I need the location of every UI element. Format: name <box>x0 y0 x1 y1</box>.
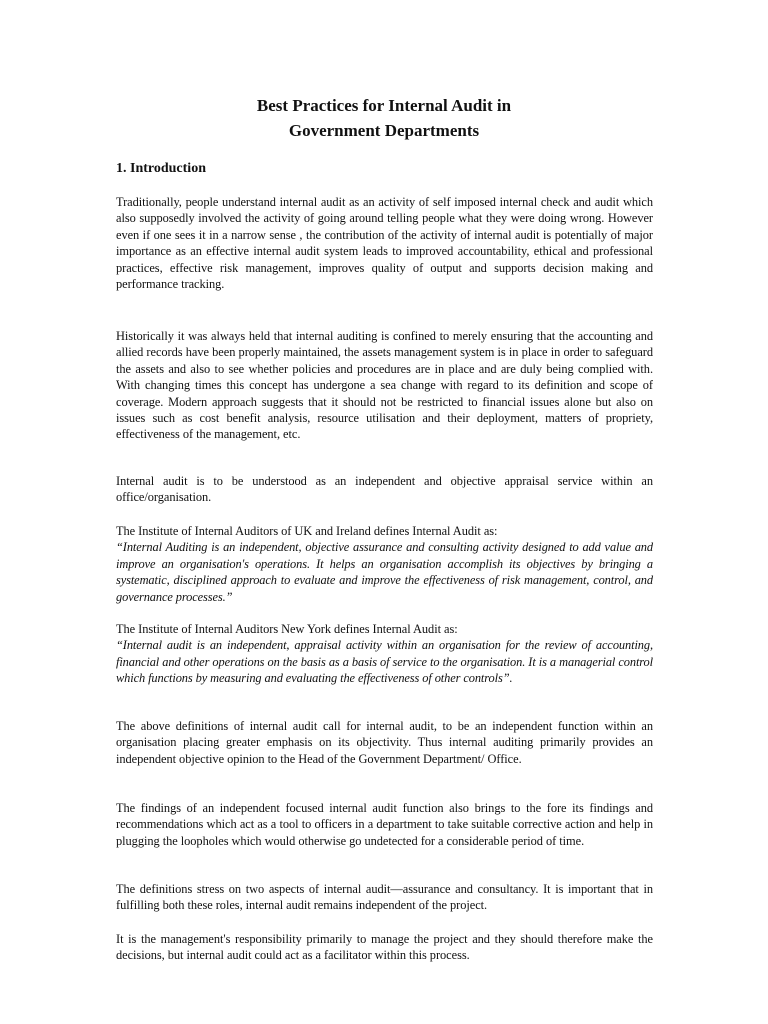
section-heading: 1. Introduction <box>116 161 206 176</box>
document-title-line-2: Government Departments <box>288 121 480 140</box>
paragraph-2: Historically it was always held that internal auditing is confined to merely ensuring that the accounting and allied records have been properly maintained, the assets management system is in place in order to safeguard the assets and also to see whether policies and procedures are in place and are duly being complied with. With changing times this concept has undergone a sea change with regard to its definition and scope of coverage. Modern approach suggests that it should not be restricted to financial issues alone but also on issues such as cost benefit analysis, resource utilisation and their deployment, matters of propriety, effectiveness of the management, etc. <box>116 329 653 442</box>
paragraph-8: The definitions stress on two aspects of internal audit—assurance and consultancy. It is important that in fulfilling both these roles, internal audit remains independent of the project. <box>116 882 653 913</box>
paragraph-6: The above definitions of internal audit call for internal audit, to be an independent function within an organisation placing greater emphasis on its objectivity. Thus internal auditing primarily provides an independent objective opinion to the Head of the Government Department/ Office. <box>116 719 653 766</box>
paragraph-5 <box>116 621 653 687</box>
definition-intro-uk: The Institute of Internal Auditors of UK and Ireland defines Internal Audit as: <box>116 524 498 538</box>
paragraph-1: Traditionally, people understand internal audit as an activity of self imposed internal check and audit which also supposedly involved the activity of going around telling people what they were doing wrong. However even if one sees it in a narrow sense , the contribution of the activity of internal audit is potentially of major importance as an effective internal audit system leads to improved accountability, ethical and professional practices, effective risk management, improves quality of output and supports decision making and performance tracking. <box>116 195 653 292</box>
paragraph-9: It is the management's responsibility primarily to manage the project and they should therefore make the decisions, but internal audit could act as a facilitator within this process. <box>116 932 653 963</box>
document-title-line-1: Best Practices for Internal Audit in <box>256 96 512 115</box>
definition-intro-ny: The Institute of Internal Auditors New York defines Internal Audit as: <box>116 622 458 636</box>
definition-quote-ny: “Internal audit is an independent, appraisal activity within an organisation for the review of accounting, financial and other operations on the basis as a basis of service to the organisation. It is a managerial control which functions by measuring and evaluating the effectiveness of other controls”. <box>116 638 653 686</box>
definition-quote-uk: “Internal Auditing is an independent, objective assurance and consulting activity designed to add value and improve an organisation's operations. It helps an organisation accomplish its objectives by bringing a systematic, disciplined approach to evaluate and improve the effectiveness of risk management, control, and governance processes.” <box>116 540 653 604</box>
paragraph-3: Internal audit is to be understood as an independent and objective appraisal service within an office/organisation. <box>116 474 653 505</box>
paragraph-7: The findings of an independent focused internal audit function also brings to the fore its findings and recommendations which act as a tool to officers in a department to take suitable corrective action and help in plugging the loopholes which would otherwise go undetected for a considerable period of time. <box>116 801 653 848</box>
paragraph-4 <box>116 523 653 605</box>
